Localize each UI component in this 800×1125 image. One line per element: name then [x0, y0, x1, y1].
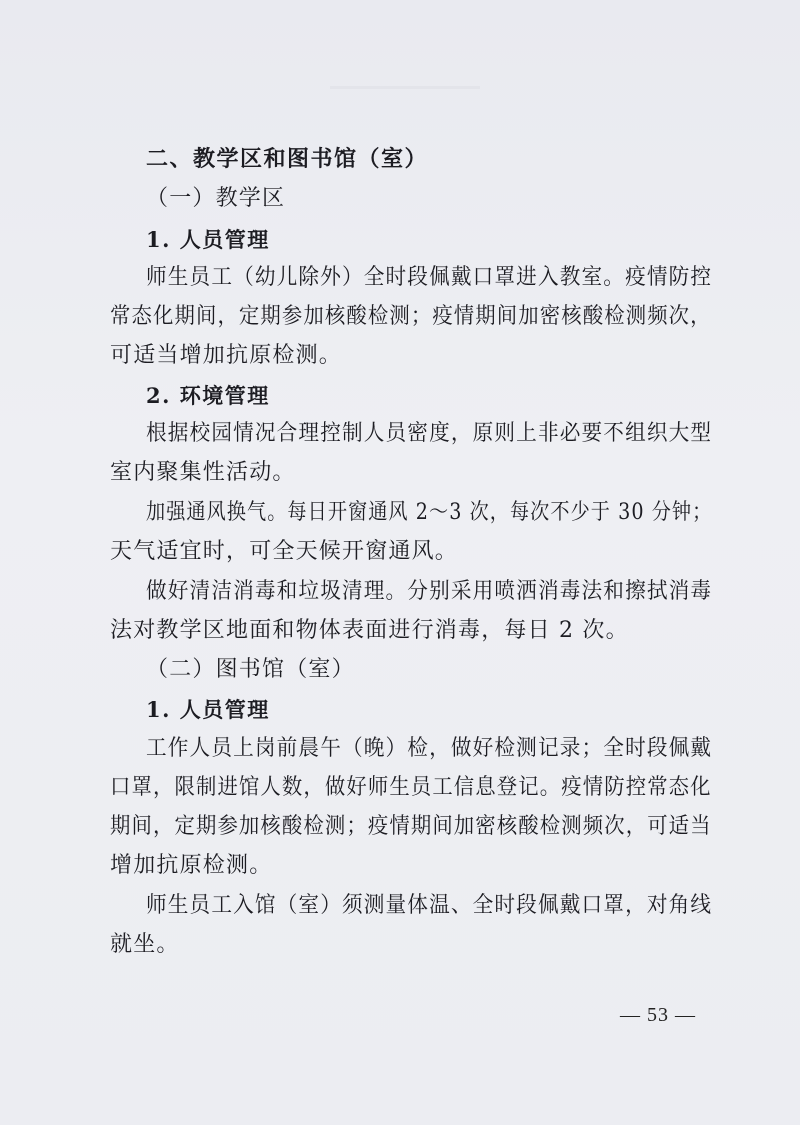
paragraph-line: 师生员工入馆（室）须测量体温、全时段佩戴口罩，对角线	[146, 893, 713, 918]
paragraph-line: 根据校园情况合理控制人员密度，原则上非必要不组织大型	[146, 421, 713, 446]
paragraph-line: 工作人员上岗前晨午（晚）检，做好检测记录；全时段佩戴	[146, 736, 713, 761]
paragraph-line: 可适当增加抗原检测。	[110, 343, 343, 368]
paragraph-line: 天气适宜时，可全天候开窗通风。	[110, 539, 459, 564]
paragraph-line: 法对教学区地面和物体表面进行消毒，每日 2 次。	[110, 618, 629, 643]
paragraph-line: 室内聚集性活动。	[110, 460, 296, 485]
paragraph-line: 加强通风换气。每日开窗通风 2～3 次，每次不少于 30 分钟；	[146, 500, 713, 525]
paragraph-line: 就坐。	[110, 932, 180, 957]
paragraph-line: 做好清洁消毒和垃圾清理。分别采用喷洒消毒法和擦拭消毒	[146, 579, 713, 604]
paragraph-line: 口罩，限制进馆人数，做好师生员工信息登记。疫情防控常态化	[110, 775, 712, 800]
heading-environment-management: 2. 环境管理	[146, 383, 270, 408]
page-number: — 53 —	[620, 1004, 696, 1026]
subsection-heading-teaching-area: （一）教学区	[146, 186, 286, 211]
heading-personnel-management-2: 1. 人员管理	[146, 697, 270, 722]
scan-artifact	[330, 86, 480, 89]
paragraph-line: 期间，定期参加核酸检测；疫情期间加密核酸检测频次，可适当	[110, 814, 712, 839]
paragraph-line: 增加抗原检测。	[110, 853, 273, 878]
paragraph-line: 师生员工（幼儿除外）全时段佩戴口罩进入教室。疫情防控	[146, 265, 713, 290]
subsection-heading-library: （二）图书馆（室）	[146, 657, 355, 682]
section-heading: 二、教学区和图书馆（室）	[146, 147, 429, 172]
paragraph-line: 常态化期间，定期参加核酸检测；疫情期间加密核酸检测频次，	[110, 304, 712, 329]
heading-personnel-management-1: 1. 人员管理	[146, 227, 270, 252]
